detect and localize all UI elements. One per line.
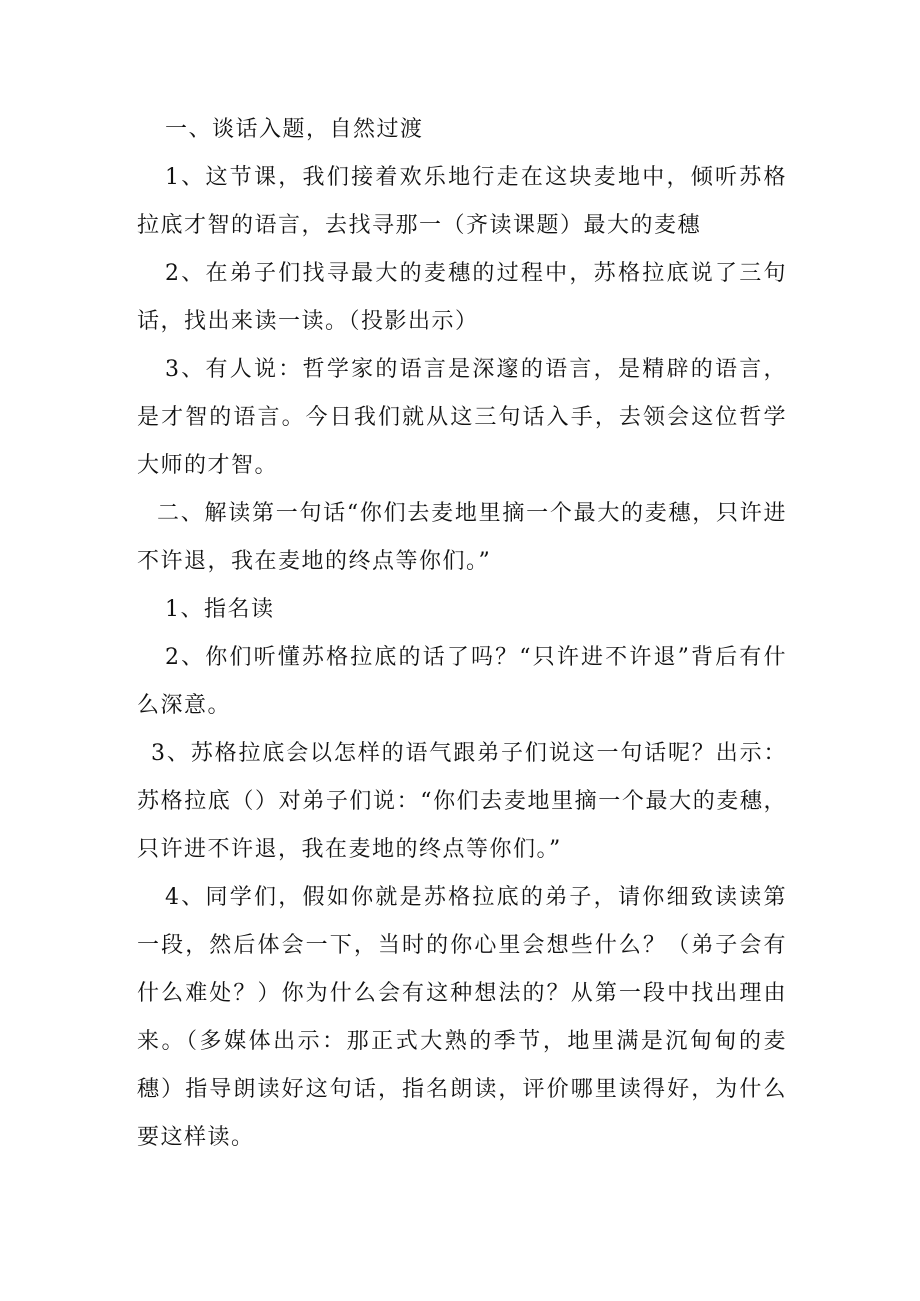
section-heading-2: 二、解读第一句话“你们去麦地里摘一个最大的麦穗，只许进不许退，我在麦地的终点等你们。” xyxy=(137,501,787,574)
section-heading-1: 一、谈话入题，自然过渡 xyxy=(165,117,424,142)
paragraph-2-3: 3、苏格拉底会以怎样的语气跟弟子们说这一句话呢？出示：苏格拉底（）对弟子们说：“你们去麦地里摘一个最大的麦穗，只许进不许退，我在麦地的终点等你们。” xyxy=(137,741,787,862)
paragraph-2-1: 1、指名读 xyxy=(165,597,275,622)
paragraph-1-3: 3、有人说：哲学家的语言是深邃的语言，是精辟的语言，是才智的语言。今日我们就从这三句话入手，去领会这位哲学大师的才智。 xyxy=(137,357,787,478)
paragraph-1-1: 1、这节课，我们接着欢乐地行走在这块麦地中，倾听苏格拉底才智的语言，去找寻那一（齐读课题）最大的麦穗 xyxy=(137,165,787,238)
paragraph-2-2: 2、你们听懂苏格拉底的话了吗？“只许进不许退”背后有什么深意。 xyxy=(137,645,787,718)
paragraph-1-2: 2、在弟子们找寻最大的麦穗的过程中，苏格拉底说了三句话，找出来读一读。（投影出示） xyxy=(137,261,787,334)
paragraph-2-4: 4、同学们，假如你就是苏格拉底的弟子，请你细致读读第一段，然后体会一下，当时的你心里会想些什么？（弟子会有什么难处？）你为什么会有这种想法的？从第一段中找出理由来。（多媒体出示：那正式大熟的季节，地里满是沉甸甸的麦穗）指导朗读好这句话，指名朗读，评价哪里读得好，为什么要这样读。 xyxy=(137,885,787,1150)
